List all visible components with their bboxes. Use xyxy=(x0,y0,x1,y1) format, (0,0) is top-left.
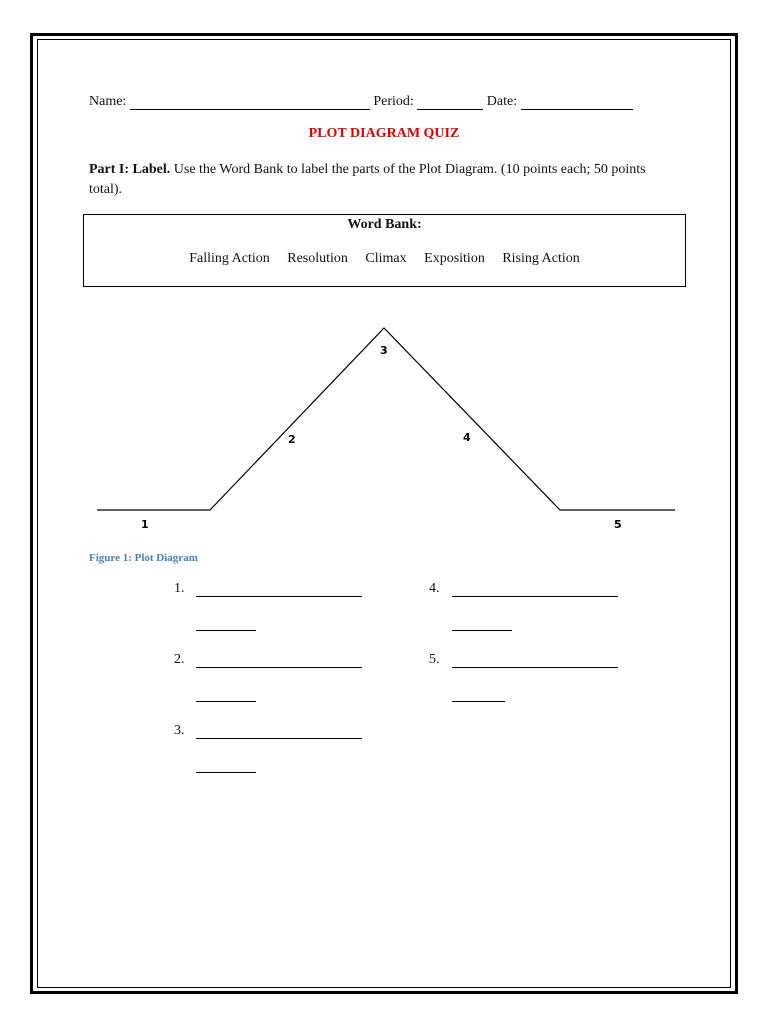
plot-diagram xyxy=(0,300,768,540)
name-label: Name: xyxy=(89,94,127,109)
answer-line-2b[interactable] xyxy=(196,701,256,702)
answer-line-5[interactable] xyxy=(452,667,618,668)
name-field[interactable] xyxy=(130,95,370,110)
answer-line-5b[interactable] xyxy=(452,701,505,702)
answer-line-3[interactable] xyxy=(196,738,362,739)
period-field[interactable] xyxy=(417,95,483,110)
quiz-title: PLOT DIAGRAM QUIZ xyxy=(308,126,460,141)
answer-number-4: 4. xyxy=(429,581,440,596)
diagram-label-5: 5 xyxy=(614,518,622,531)
word-bank-word: Falling Action xyxy=(189,251,270,266)
answer-number-1: 1. xyxy=(174,581,185,596)
answer-line-1b[interactable] xyxy=(196,630,256,631)
word-bank-word: Rising Action xyxy=(502,251,580,266)
answer-line-4b[interactable] xyxy=(452,630,512,631)
diagram-label-3: 3 xyxy=(380,344,388,357)
answer-line-4[interactable] xyxy=(452,596,618,597)
part-label: Part I: Label. xyxy=(89,162,171,177)
instructions-text: Use the Word Bank to label the parts of the Plot Diagram. (10 points each; 50 points total). xyxy=(89,162,646,197)
word-bank-word: Climax xyxy=(365,251,407,266)
instructions xyxy=(89,160,669,200)
header-fields xyxy=(89,94,689,110)
diagram-label-4: 4 xyxy=(463,431,471,444)
answer-line-3b[interactable] xyxy=(196,772,256,773)
diagram-label-2: 2 xyxy=(288,433,296,446)
figure-caption: Figure 1: Plot Diagram xyxy=(89,552,198,564)
answer-number-5: 5. xyxy=(429,652,440,667)
period-label: Period: xyxy=(373,94,414,109)
word-bank-box xyxy=(83,214,686,287)
word-bank-words xyxy=(84,251,685,267)
word-bank-title: Word Bank: xyxy=(347,217,422,232)
word-bank-word: Resolution xyxy=(287,251,348,266)
answer-number-2: 2. xyxy=(174,652,185,667)
diagram-label-1: 1 xyxy=(141,518,149,531)
word-bank-word: Exposition xyxy=(424,251,485,266)
date-field[interactable] xyxy=(521,95,633,110)
answer-number-3: 3. xyxy=(174,723,185,738)
answer-line-1[interactable] xyxy=(196,596,362,597)
date-label: Date: xyxy=(486,94,518,109)
answer-line-2[interactable] xyxy=(196,667,362,668)
